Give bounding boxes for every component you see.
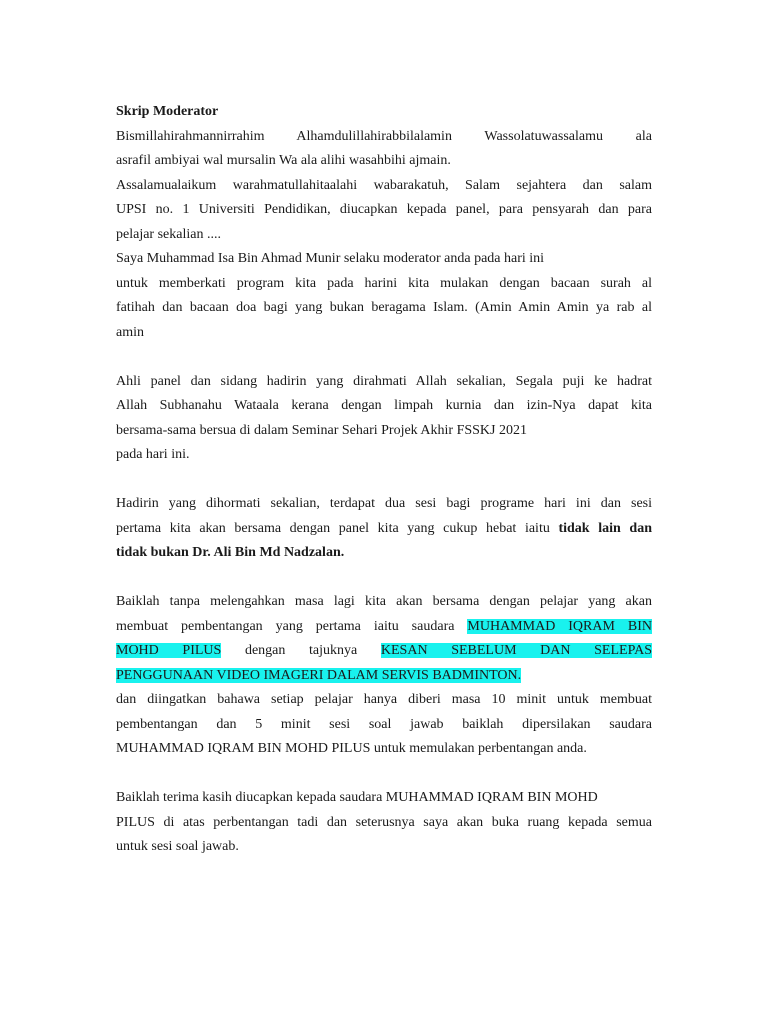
document-page [116,100,652,860]
paragraph-spacer [116,345,652,370]
text-line: MUHAMMAD IQRAM BIN MOHD PILUS untuk memulakan perbentangan anda. [116,741,587,756]
text-line: dan diingatkan bahawa setiap pelajar hanya diberi masa 10 minit untuk membuat [116,692,652,707]
text-line: Bismillahirahmannirrahim Alhamdulillahirabbilalamin Wassolatuwassalamu ala [116,128,652,144]
highlighted-presentation-title: KESAN SEBELUM DAN SELEPAS [380,643,652,658]
text-line: untuk sesi soal jawab. [116,839,239,854]
text-line: PILUS di atas perbentangan tadi dan seterusnya saya akan buka ruang kepada semua [116,814,652,830]
text-line: Assalamualaikum warahmatullahitaalahi wabarakatuh, Salam sejahtera dan salam [116,177,652,193]
paragraph-spacer [116,762,652,787]
text-line: Baiklah tanpa melengahkan masa lagi kita akan bersama dengan pelajar yang akan [116,594,652,609]
paragraph-presenter [116,590,652,762]
text-line: Saya Muhammad Isa Bin Ahmad Munir selaku moderator anda pada hari ini [116,251,545,266]
text-line: UPSI no. 1 Universiti Pendidikan, diucapkan kepada panel, para pensyarah dan para [116,202,652,217]
text-line: bersama-sama bersua di dalam Seminar Sehari Projek Akhir FSSKJ 2021 [116,422,527,438]
panelist-name-bold: tidak lain dan [558,520,652,536]
highlighted-presentation-title: PENGGUNAAN VIDEO IMAGERI DALAM SERVIS BADMINTON. [116,667,522,683]
text-line [116,517,652,542]
paragraph-greeting [116,174,652,248]
text-segment: pertama kita akan bersama dengan panel kita yang cukup hebat iaitu [116,520,559,536]
text-line: Allah Subhanahu Wataala kerana dengan limpah kurnia dan izin-Nya dapat kita [116,398,652,413]
highlighted-presenter-name: MUHAMMAD IQRAM BIN [467,618,652,634]
text-line [116,639,652,664]
text-segment: membuat pembentangan yang pertama iaitu saudara [116,618,468,634]
paragraph-closing [116,786,652,860]
text-line: pada hari ini. [116,447,190,462]
paragraph-introduction [116,247,652,345]
text-line: amin [116,324,144,340]
paragraph-welcome [116,370,652,468]
paragraph-spacer [116,566,652,591]
paragraph-spacer [116,468,652,493]
text-line: pembentangan dan 5 minit sesi soal jawab baiklah dipersilakan saudara [116,716,652,732]
text-line [116,615,652,640]
text-line: untuk memberkati program kita pada harini kita mulakan dengan bacaan surah al [116,275,652,291]
document-title: Skrip Moderator [116,104,219,119]
text-line: Baiklah terima kasih diucapkan kepada saudara MUHAMMAD IQRAM BIN MOHD [116,790,598,805]
highlighted-presenter-name: MOHD PILUS [116,643,222,658]
paragraph-opening-prayer [116,125,652,174]
text-segment: dengan tajuknya [221,643,381,658]
text-line: pelajar sekalian .... [116,226,221,242]
text-line: Ahli panel dan sidang hadirin yang dirahmati Allah sekalian, Segala puji ke hadrat [116,373,652,389]
panelist-name-bold: tidak bukan Dr. Ali Bin Md Nadzalan. [116,545,345,560]
text-line: fatihah dan bacaan doa bagi yang bukan beragama Islam. (Amin Amin Amin ya rab al [116,300,652,315]
text-line: asrafil ambiyai wal mursalin Wa ala alihi wasahbihi ajmain. [116,153,451,168]
paragraph-session-panel [116,492,652,566]
text-line [116,664,652,689]
text-line: Hadirin yang dihormati sekalian, terdapat dua sesi bagi programe hari ini dan sesi [116,496,652,511]
